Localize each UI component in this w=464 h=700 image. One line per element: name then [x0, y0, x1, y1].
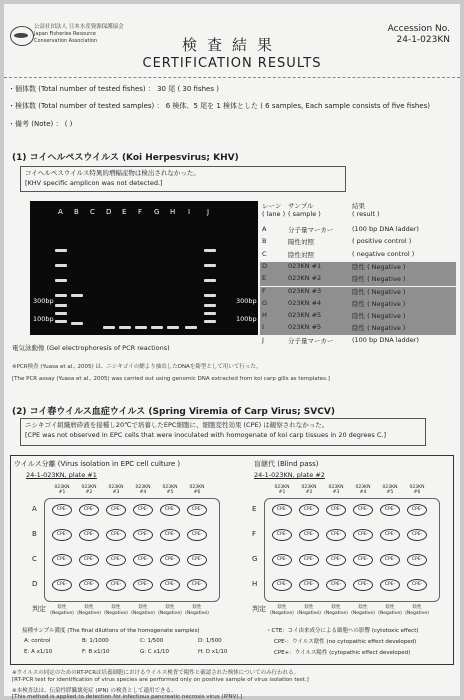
judgement-result: 陰性 [111, 605, 121, 610]
gel-band [119, 326, 131, 329]
judgement-result-en: (Negative) [50, 611, 74, 616]
lane-result: (100 bp DNA ladder) [352, 225, 419, 233]
plate-well: CPE- [380, 579, 400, 591]
judgement-result-en: (Negative) [405, 611, 429, 616]
plate-well: CPE- [79, 504, 99, 516]
lane-lane: B [262, 237, 267, 246]
gel-band [185, 326, 197, 329]
footnote-3: ※本検査法は、伝染性膵臓壊死症 (IPN) の検査として適用できる。 [12, 688, 177, 694]
blind-pass-plate: 24-1-023KN, plate #2 [254, 471, 325, 479]
gel-band [204, 320, 216, 323]
lane-lane: J [262, 335, 264, 344]
plate-row-label: E [252, 505, 257, 513]
judgement-result: 陰性 [165, 605, 175, 610]
gel-band [55, 279, 67, 282]
plate-well: CPE- [353, 529, 373, 541]
lane-row [260, 287, 456, 299]
plate-column-header: 023KN #1 [274, 485, 290, 495]
blind-pass-title: 盲継代 (Blind pass) [254, 460, 319, 468]
plate-well: CPE- [106, 504, 126, 516]
lane-row [260, 237, 456, 249]
judgement-result-en: (Negative) [378, 611, 402, 616]
certificate-page: 公益社団法人 日本水産資源保護協会 Japan Fisheries Resource Conservation Association Accession No. 24-1-023KN 検査結果 CERTIFICATION RESULTS ・個体数 (Total number of tested fishes) ： 30 尾 ( 30 fishes ) ・検体数 (Total number of tested samples) ： 6 検体、5 尾を 1 検体とした ( 6 samples, Each sample consists of five fishes) ・備考 (Note) ： ( ) (1) コイヘルペスウイルス (Koi Herpesvirus; KHV) コイヘルペスウイルス特異的増幅産物は検出されなかった。 [KHV specific amplicon was not detected.] A B C D E F G H I J 300bp 100bp 300bp 100bp 電気泳動像 (Gel electrophoresis of PCR reactions) レーン サンプル 結果 ( lane ) ( sample ) ( result ) A 分子量マーカー (100 bp DNA ladder) B 陽性対照 ( positive control ) C 陰性対照 ( negative control ) D 023KN #1 陰性 ( Negative ) E 023KN #2 陰性 ( Negative ) F 023KN #3 陰性 ( Negative ) G 023KN #4 陰性 ( Negative ) H 023KN #5 陰性 ( Negative ) I 023KN #5 陰性 ( Negative ) J 分子量マーカー (100 bp DNA ladder) ※PCR検査 (Yuasa et al., 2005) は、ニシキゴイの鰓より抽出したDNAを鋳型として用いて行った。 [The PCR assay (Yuasa et al., 2005) was carried out using genomic DNA extracted from koi carp gills as templates.] (2) コイ春ウイルス血症ウイルス (Spring Viremia of Carp Virus; SVCV) ニシキゴイ組織磨砕液を接種し20℃で培養したEPC細胞に、細胞変性効果 (CPE) は観察されなかった。 [CPE was not observed in EPC cells that were inoculated with homogenate of koi carp tissues in 20 degrees C.] ウイルス分離 (Virus isolation in EPC cell culture ) 24-1-023KN, plate #1 盲継代 (Blind pass) 24-1-023KN, plate #2 023KN #1 023KN #2 023KN #3 023KN #4 023KN #5 023KN #6 A CPE- CPE- CPE- CPE- CPE- CPE- B CPE- CPE- CPE- CPE- CPE- CPE- C CPE- CPE- CPE- CPE- CPE- CPE- D CPE- CPE- CPE- CPE- CPE- CPE- 判定 陰性 (Negative) 陰性 (Negative) 陰性 (Negative) 陰性 (Negative) 陰性 (Negative) 陰性 (Negative) 023KN #1 023KN #2 023KN #3 023KN #4 023KN #5 023KN #6 E CPE- CPE- CPE- CPE- CPE- CPE- F CPE- CPE- CPE- CPE- CPE- CPE- G CPE- CPE- CPE- CPE- CPE- CPE- H CPE- CPE- CPE- CPE- CPE- CPE- 判定 陰性 (Negative) 陰性 (Negative) 陰性 (Negative) 陰性 (Negative) 陰性 (Negative) 陰性 (Negative) 接種サンプル濃度 (The final dilutions of the homogenate samples) A: control B: 1/1000 C: 1/500 D: 1/500 E: A x1/10 F: B x1/10 G: C x1/10 H: D x1/10 ・CTE：コイ由来成分による細胞への影響 (cytotoxic effect) CPE-：ウイルス陰性 (no cytopathic effect developed) CPE+：ウイルス陽性 (cytopathic effect developed) ※ウイルスの同定のためのRT-PCRは培養細胞におけるウイルス検査で陽性と確認された検体についてのみ行われる。 [RT-PCR test for identification of virus species are performed only on positive sample of virus isolation test.] ※本検査法は、伝染性膵臓壊死症 (IPN) の検査として適用できる。 [This method is applied to detection for infectious pancreatic necrosis virus (IPNV).] [4, 4, 460, 696]
legend-cte: ・CTE：コイ由来成分による細胞への影響 (cytotoxic effect) [266, 628, 419, 634]
plate-well: CPE- [160, 504, 180, 516]
plate-well: CPE- [160, 554, 180, 566]
gel-band [204, 249, 216, 252]
lane-result: 陰性 ( Negative ) [352, 299, 406, 308]
dilution-item: F: B x1/10 [82, 649, 110, 655]
pcr-note-jp: ※PCR検査 (Yuasa et al., 2005) は、ニシキゴイの鰓より抽出したDNAを鋳型として用いて行った。 [12, 364, 262, 370]
plate-well: CPE- [52, 529, 72, 541]
lane-row [260, 336, 456, 348]
bp-100-left: 100bp [33, 315, 54, 323]
gel-band [135, 326, 147, 329]
plate-row-label: D [32, 580, 38, 588]
gel-band [204, 312, 216, 315]
judgement-label: 判定 [252, 605, 266, 613]
isolation-plate: 24-1-023KN, plate #1 [26, 471, 97, 479]
gel-band [55, 320, 67, 323]
plate-column-header: 023KN #6 [409, 485, 425, 495]
plate-well: CPE- [380, 504, 400, 516]
plate-well: CPE- [133, 579, 153, 591]
lane-sample: 分子量マーカー [288, 336, 334, 345]
lane-row [260, 262, 456, 274]
dilution-item: C: 1/500 [140, 638, 164, 644]
dilution-title: 接種サンプル濃度 (The final dilutions of the homogenate samples) [22, 628, 200, 634]
lane-sample: 023KN #4 [288, 298, 322, 307]
judgement-result: 陰性 [277, 605, 287, 610]
judgement-result-en: (Negative) [351, 611, 375, 616]
plate-well: CPE- [133, 504, 153, 516]
plate-well: CPE- [79, 529, 99, 541]
lane-result: (100 bp DNA ladder) [352, 335, 419, 344]
plate-row-label: F [252, 530, 257, 538]
gel-lane-label: F [138, 208, 143, 216]
plate-column-header: 023KN #6 [189, 485, 205, 495]
judgement-result: 陰性 [412, 605, 422, 610]
judgement-result: 陰性 [358, 605, 368, 610]
khv-heading: (1) コイヘルペスウイルス (Koi Herpesvirus; KHV) [12, 153, 239, 163]
lane-row [260, 250, 456, 262]
dilution-item: G: C x1/10 [140, 649, 170, 655]
judgement-result-en: (Negative) [324, 611, 348, 616]
lane-lane: D [262, 261, 268, 270]
plate-well: CPE- [326, 554, 346, 566]
lane-sample: 陰性対照 [288, 250, 314, 259]
judgement-result: 陰性 [192, 605, 202, 610]
plate-column-header: 023KN #2 [301, 485, 317, 495]
lane-sample: 023KN #3 [288, 286, 322, 295]
plate-well: CPE- [79, 579, 99, 591]
plate-well: CPE- [133, 529, 153, 541]
gel-band [55, 264, 67, 267]
footnote-1: ※ウイルスの同定のためのRT-PCRは培養細胞におけるウイルス検査で陽性と確認された検体についてのみ行われる。 [12, 670, 300, 676]
plate-well: CPE- [52, 554, 72, 566]
lane-result: 陰性 ( Negative ) [352, 312, 406, 321]
pcr-note-en: [The PCR assay (Yuasa et al., 2005) was carried out using genomic DNA extracted from koi carp gills as templates.] [12, 376, 330, 382]
judgement-result-en: (Negative) [158, 611, 182, 616]
lane-row [260, 323, 456, 335]
lane-sample: 023KN #2 [288, 274, 322, 283]
isolation-title: ウイルス分離 (Virus isolation in EPC cell culture ) [14, 460, 181, 468]
lane-result: ( negative control ) [352, 249, 415, 258]
judgement-result-en: (Negative) [104, 611, 128, 616]
gel-band [55, 294, 67, 297]
accession-block: Accession No. 24-1-023KN [387, 24, 450, 45]
gel-band [71, 294, 83, 297]
plate-well: CPE- [299, 579, 319, 591]
judgement-result-en: (Negative) [131, 611, 155, 616]
lane-row [260, 225, 456, 237]
svcv-heading: (2) コイ春ウイルス血症ウイルス (Spring Viremia of Carp Virus; SVCV) [12, 407, 335, 417]
plate-well: CPE- [353, 579, 373, 591]
lane-row [260, 299, 456, 311]
gel-band [71, 322, 83, 325]
plate-well: CPE- [187, 579, 207, 591]
plate-well: CPE- [353, 554, 373, 566]
plate-well: CPE- [106, 554, 126, 566]
legend-cpe-neg: CPE-：ウイルス陰性 (no cytopathic effect developed) [274, 639, 417, 645]
plate-well: CPE- [187, 504, 207, 516]
gel-band [55, 249, 67, 252]
sample-count: ・検体数 (Total number of tested samples) ： 6 検体、5 尾を 1 検体とした ( 6 samples, Each sample consists of five fishes) [8, 102, 430, 110]
plate-well: CPE- [52, 504, 72, 516]
lane-result: 陰性 ( Negative ) [352, 275, 406, 284]
dilution-item: B: 1/1000 [82, 638, 109, 644]
gel-band [55, 312, 67, 315]
plate-well: CPE- [160, 529, 180, 541]
plate-well: CPE- [160, 579, 180, 591]
plate-well: CPE- [272, 504, 292, 516]
plate-well: CPE- [299, 529, 319, 541]
plate-column-header: 023KN #5 [382, 485, 398, 495]
title-japanese: 検査結果 [181, 36, 282, 54]
plate-well: CPE- [187, 529, 207, 541]
gel-caption: 電気泳動像 (Gel electrophoresis of PCR reactions) [12, 344, 170, 352]
lane-sample: 分子量マーカー [288, 226, 334, 234]
plate-well: CPE- [272, 529, 292, 541]
plate-column-header: 023KN #2 [81, 485, 97, 495]
plate-well: CPE- [106, 529, 126, 541]
plate-well: CPE- [187, 554, 207, 566]
plate-well: CPE- [272, 579, 292, 591]
plate-well: CPE- [133, 554, 153, 566]
gel-band [103, 326, 115, 329]
gel-lane-label: B [74, 208, 79, 216]
plate-well: CPE- [272, 554, 292, 566]
plate-column-header: 023KN #1 [54, 485, 70, 495]
gel-band [55, 304, 67, 307]
plate-well: CPE- [326, 504, 346, 516]
plate-row-label: C [32, 555, 37, 563]
svcv-result-box: ニシキゴイ組織磨砕液を接種し20℃で培養したEPC細胞に、細胞変性効果 (CPE) は観察されなかった。 [CPE was not observed in EPC cells that were inoculated with homogenate of koi carp tissues in 20 degrees C.] [20, 418, 426, 446]
bp-100-right: 100bp [236, 315, 257, 323]
judgement-result-en: (Negative) [270, 611, 294, 616]
plate-row-label: H [252, 580, 258, 588]
plate-well: CPE- [106, 579, 126, 591]
khv-result-box: コイヘルペスウイルス特異的増幅産物は検出されなかった。 [KHV specific amplicon was not detected.] [20, 166, 346, 192]
plate-well: CPE- [407, 554, 427, 566]
plate-well: CPE- [79, 554, 99, 566]
lane-lane: A [262, 225, 267, 233]
plate-column-header: 023KN #4 [355, 485, 371, 495]
lane-result: 陰性 ( Negative ) [352, 287, 406, 296]
gel-band [167, 326, 179, 329]
gel-lane-label: D [106, 208, 112, 216]
judgement-result-en: (Negative) [77, 611, 101, 616]
lane-sample: 023KN #5 [288, 311, 322, 320]
plate-well: CPE- [407, 504, 427, 516]
lane-result: 陰性 ( Negative ) [352, 324, 406, 333]
judgement-result-en: (Negative) [297, 611, 321, 616]
judgement-result: 陰性 [84, 605, 94, 610]
lane-lane: I [262, 323, 264, 332]
plate-row-label: A [32, 505, 37, 513]
gel-band [204, 279, 216, 282]
plate-well: CPE- [353, 504, 373, 516]
lane-sample: 023KN #5 [288, 323, 322, 332]
gel-lane-label: G [154, 208, 160, 216]
note-line: ・備考 (Note) ： ( ) [8, 120, 73, 128]
plate-column-header: 023KN #5 [162, 485, 178, 495]
lane-row [260, 274, 456, 286]
plate-row-label: B [32, 530, 37, 538]
dilution-item: D: 1/500 [198, 638, 222, 644]
lane-sample: 陽性対照 [288, 238, 314, 247]
bp-300-right: 300bp [236, 297, 257, 305]
dilution-item: A: control [24, 638, 51, 644]
plate-well: CPE- [52, 579, 72, 591]
plate-well: CPE- [299, 554, 319, 566]
lane-lane: G [262, 298, 268, 307]
organization-name: 公益社団法人 日本水産資源保護協会 Japan Fisheries Resource Conservation Association [34, 24, 124, 44]
lane-result: 陰性 ( Negative ) [352, 262, 406, 271]
plate-well: CPE- [299, 504, 319, 516]
legend-cpe-pos: CPE+：ウイルス陽性 (cytopathic effect developed) [274, 650, 411, 656]
gel-band [204, 264, 216, 267]
footnote-4: [This method is applied to detection for infectious pancreatic necrosis virus (IPNV).] [12, 694, 243, 700]
plate-row-label: G [252, 555, 258, 563]
lane-row [260, 311, 456, 323]
plate-well: CPE- [380, 554, 400, 566]
gel-lane-label: E [122, 208, 127, 216]
plate-well: CPE- [407, 579, 427, 591]
lane-result: ( positive control ) [352, 237, 412, 246]
judgement-result: 陰性 [138, 605, 148, 610]
judgement-result-en: (Negative) [185, 611, 209, 616]
judgement-label: 判定 [32, 605, 46, 613]
dilution-item: H: D x1/10 [198, 649, 228, 655]
judgement-result: 陰性 [57, 605, 67, 610]
lane-lane: C [262, 249, 267, 258]
gel-lane-label: I [188, 208, 191, 216]
title-english: CERTIFICATION RESULTS [142, 56, 322, 71]
plate-well: CPE- [380, 529, 400, 541]
plate-well: CPE- [326, 579, 346, 591]
judgement-result: 陰性 [304, 605, 314, 610]
lane-lane: H [262, 311, 267, 320]
gel-band [204, 294, 216, 297]
bp-300-left: 300bp [33, 297, 54, 305]
lane-sample: 023KN #1 [288, 261, 322, 270]
plate-column-header: 023KN #3 [328, 485, 344, 495]
gel-lane-label: C [90, 208, 95, 216]
gel-band [204, 304, 216, 307]
divider [4, 77, 460, 78]
plate-well: CPE- [407, 529, 427, 541]
judgement-result: 陰性 [331, 605, 341, 610]
plate-column-header: 023KN #3 [108, 485, 124, 495]
footnote-2: [RT-PCR test for identification of virus species are performed only on positive sample of virus isolation test.] [12, 677, 309, 683]
lane-lane: F [262, 286, 266, 295]
gel-lane-label: A [58, 208, 63, 216]
gel-lane-label: H [170, 208, 176, 216]
plate-well: CPE- [326, 529, 346, 541]
judgement-result: 陰性 [385, 605, 395, 610]
dilution-item: E: A x1/10 [24, 649, 53, 655]
lane-lane: E [262, 274, 267, 283]
gel-lane-label: J [207, 208, 210, 216]
plate-column-header: 023KN #4 [135, 485, 151, 495]
fish-count: ・個体数 (Total number of tested fishes) ： 30 尾 ( 30 fishes ) [8, 85, 219, 93]
gel-band [151, 326, 163, 329]
